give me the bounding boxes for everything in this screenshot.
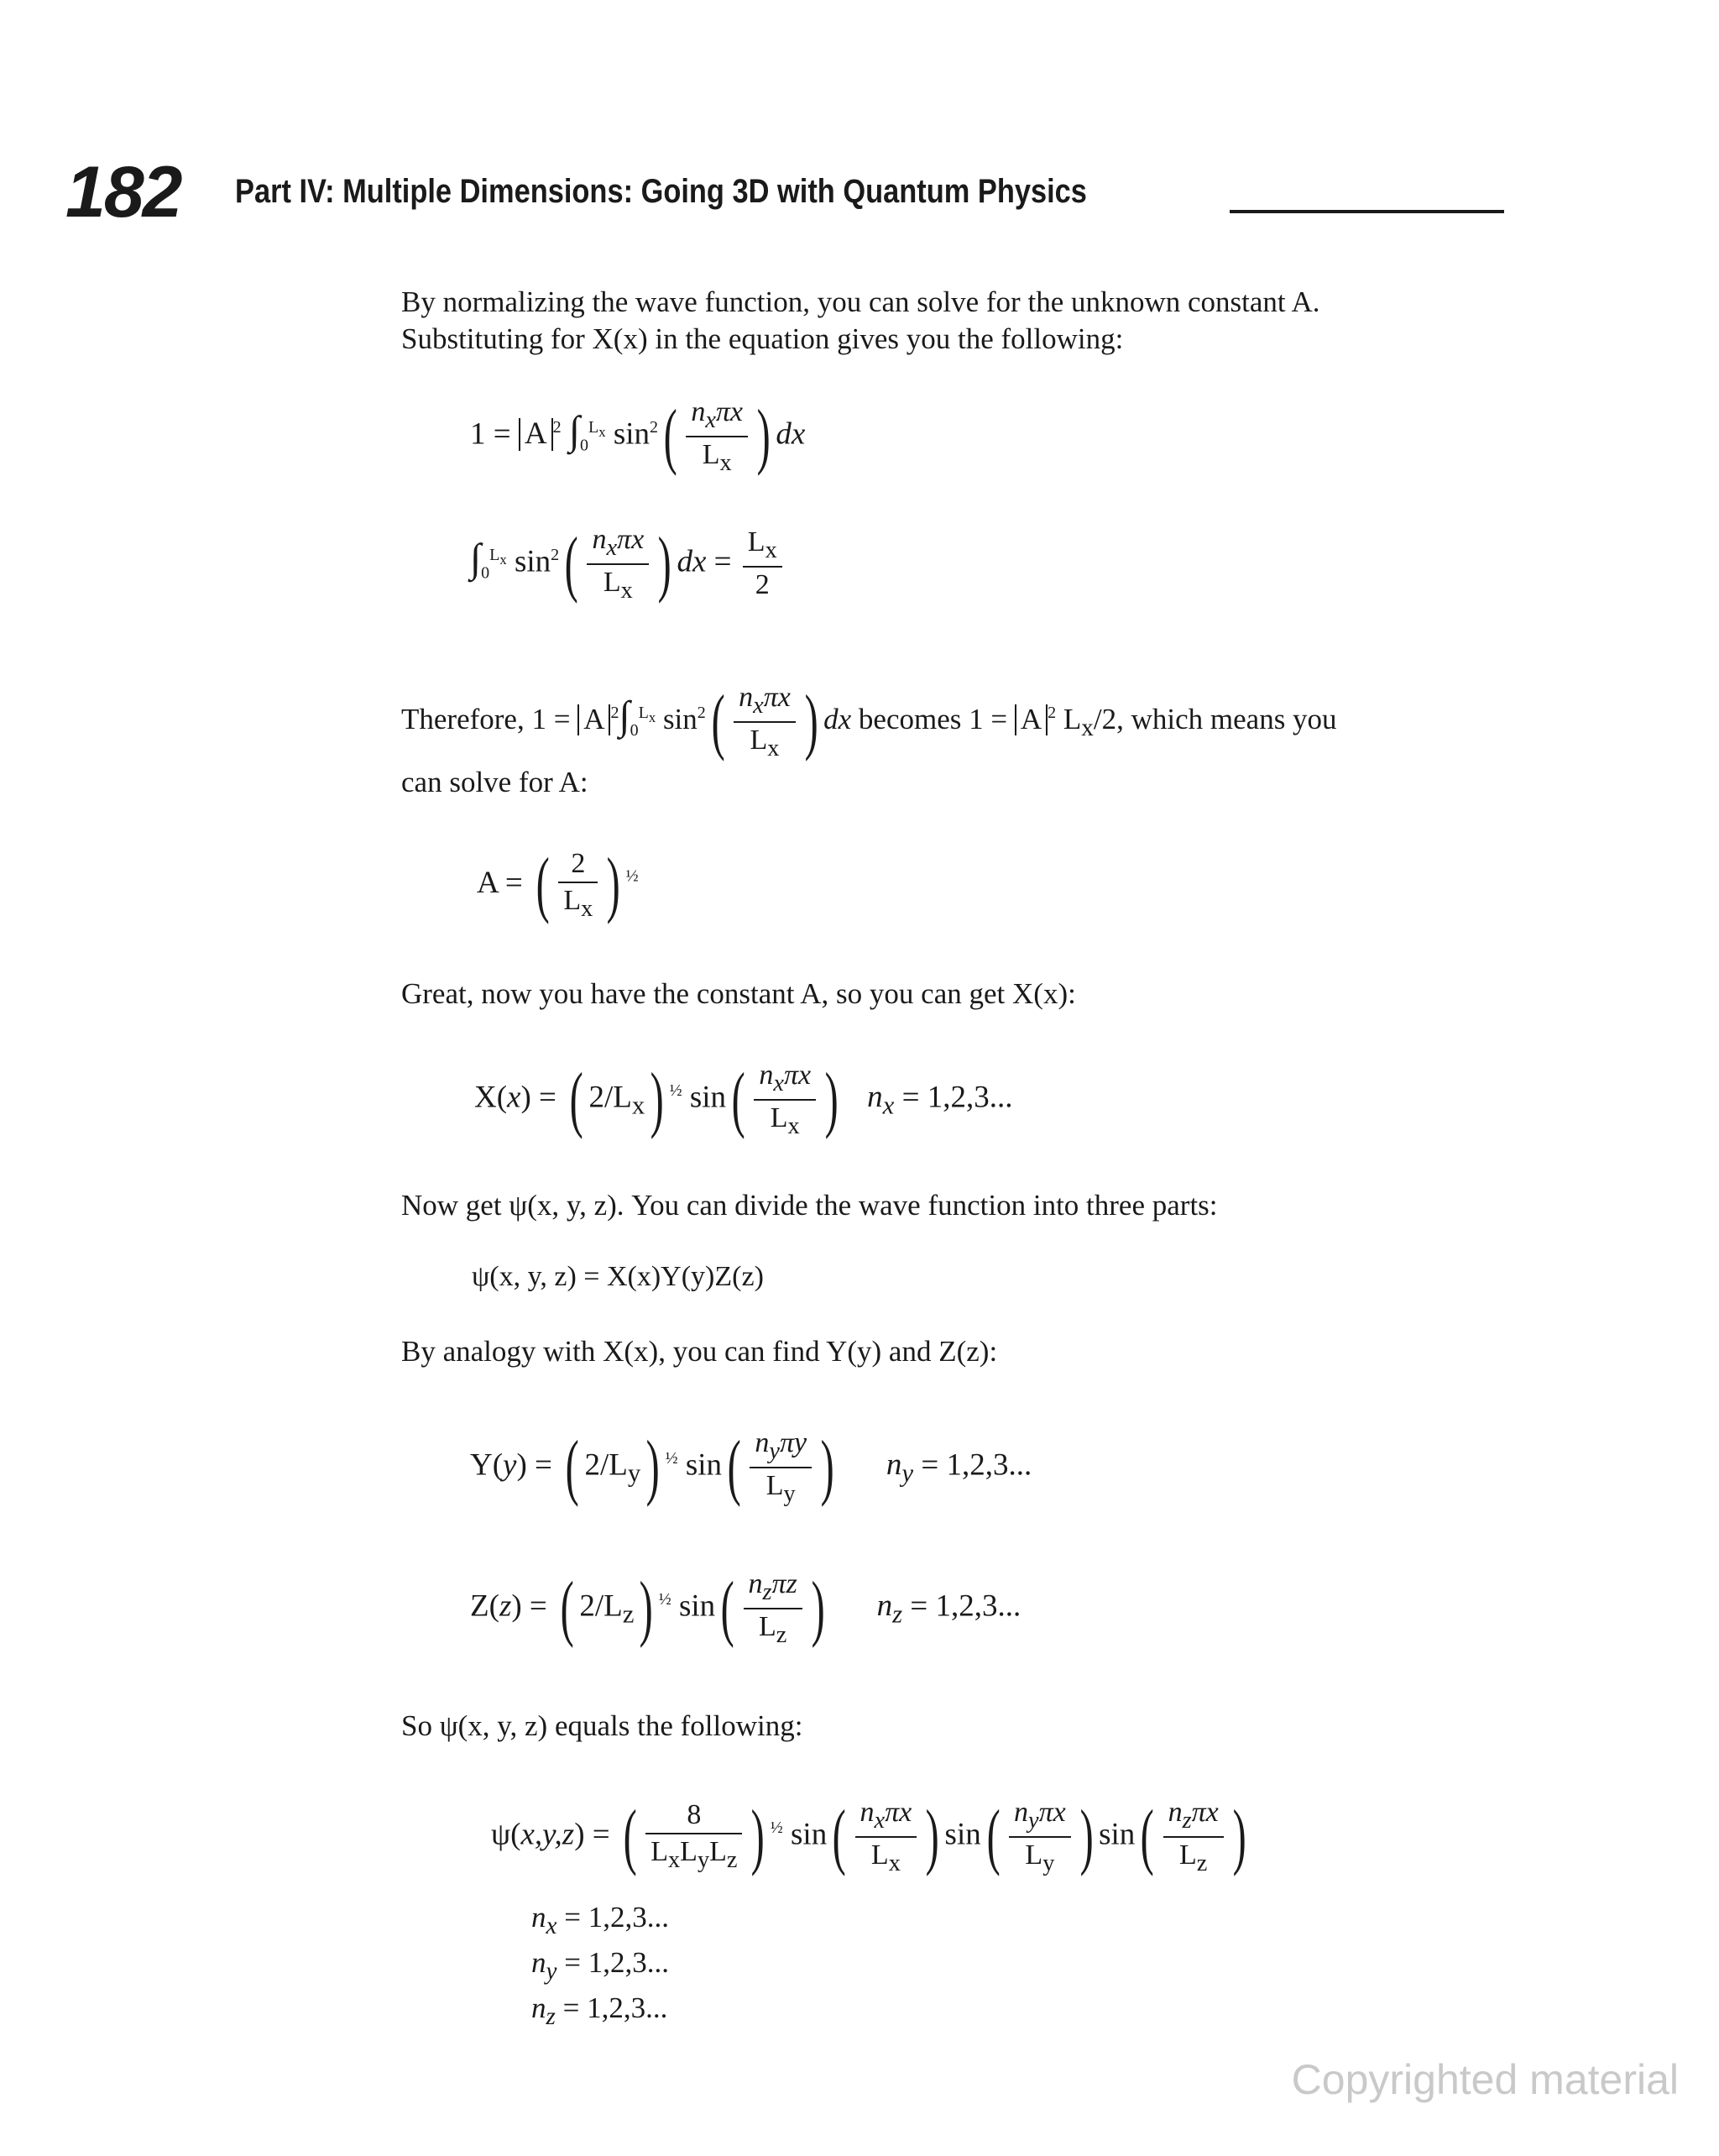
equation-product-form: ψ(x, y, z) = X(x)Y(y)Z(z)	[472, 1261, 764, 1292]
equation-x-of-x: X(x) = ( $2/L_x$) $^{\frac{1}{2}}$ sin( $\frac{n_x\pi x}{L_x}$ ) $n_x = 1,2,3$...	[474, 1058, 1013, 1140]
equation-psi-full: ψ(x,y,z) = ( $\frac{8}{L_xL_yL_z}$ ) $^{\frac{1}{2}}$ sin( $\frac{n_x\pi x}{L_x}$ ) sin( $\frac{n_y\pi x}{L_y}$ ) sin( $\frac{n_z\pi x}{L_z}$ )	[491, 1795, 1246, 1877]
running-title: Part IV: Multiple Dimensions: Going 3D with Quantum Physics	[235, 173, 1087, 210]
equation-normalization: 1 = A $^2$ $\int_0^{L_x}$ $\sin^2$( $\frac{n_x\pi x}{L_x}$ ) dx	[470, 395, 806, 477]
therefore-text: Therefore,	[401, 702, 525, 735]
becomes-text: becomes	[858, 702, 962, 735]
paragraph-6: So ψ(x, y, z) equals the following:	[401, 1709, 803, 1742]
equation-y-of-y: Y(y) = ( $2/L_y$) $^{\frac{1}{2}}$ sin( $\frac{n_y\pi y}{L_y}$ ) $n_y = 1,2,3$...	[470, 1426, 1032, 1508]
page-number: 182	[65, 152, 181, 233]
y-range: = 1,2,3...	[921, 1447, 1032, 1483]
equation-z-of-z: Z(z) = ( $2/L_z$) $^{\frac{1}{2}}$ sin( $\frac{n_z\pi z}{L_z}$ ) $n_z = 1,2,3$...	[470, 1567, 1021, 1649]
z-range: = 1,2,3...	[910, 1588, 1021, 1624]
nx-range-text: = 1,2,3...	[564, 1901, 669, 1934]
x-range: = 1,2,3...	[901, 1080, 1013, 1115]
nx-condition: $n_x = 1,2,3$...	[531, 1901, 669, 1939]
paragraph-1-line-1: By normalizing the wave function, you can solve for the unknown constant A.	[401, 285, 1320, 318]
nz-condition: $n_z = 1,2,3$...	[531, 1991, 668, 2030]
paragraph-2-line-2: can solve for A:	[401, 766, 588, 798]
copyright-watermark: Copyrighted material	[1291, 2056, 1679, 2103]
paragraph-4: Now get ψ(x, y, z). You can divide the wave function into three parts:	[401, 1189, 1218, 1222]
header-rule	[1230, 210, 1504, 213]
ny-range-text: = 1,2,3...	[564, 1946, 669, 1979]
ny-condition: $n_y = 1,2,3$...	[531, 1946, 669, 1985]
paragraph-3: Great, now you have the constant A, so you can get X(x):	[401, 977, 1076, 1010]
which-means-text: , which means you	[1116, 702, 1337, 735]
paragraph-1-line-2: Substituting for X(x) in the equation gives you the following:	[401, 322, 1124, 355]
paragraph-2-line-1: Therefore, 1 = A $^2\int_0^{L_x}$ $\sin^2$( $\frac{n_x\pi x}{L_x}$ ) dx becomes 1 = A $^2$ $L_x/2$, which means you	[401, 680, 1337, 762]
nz-range-text: = 1,2,3...	[562, 1991, 668, 2024]
paragraph-5: By analogy with X(x), you can find Y(y) and Z(z):	[401, 1335, 998, 1368]
equation-integral-identity: $\int_0^{L_x}$ $\sin^2$( $\frac{n_x\pi x}{L_x}$ ) dx = $\frac{L_x}{2}$	[470, 524, 786, 604]
equation-constant-a: A = ( $\frac{2}{L_x}$ ) $^{\frac{1}{2}}$	[477, 844, 639, 926]
page-header	[65, 151, 1492, 233]
